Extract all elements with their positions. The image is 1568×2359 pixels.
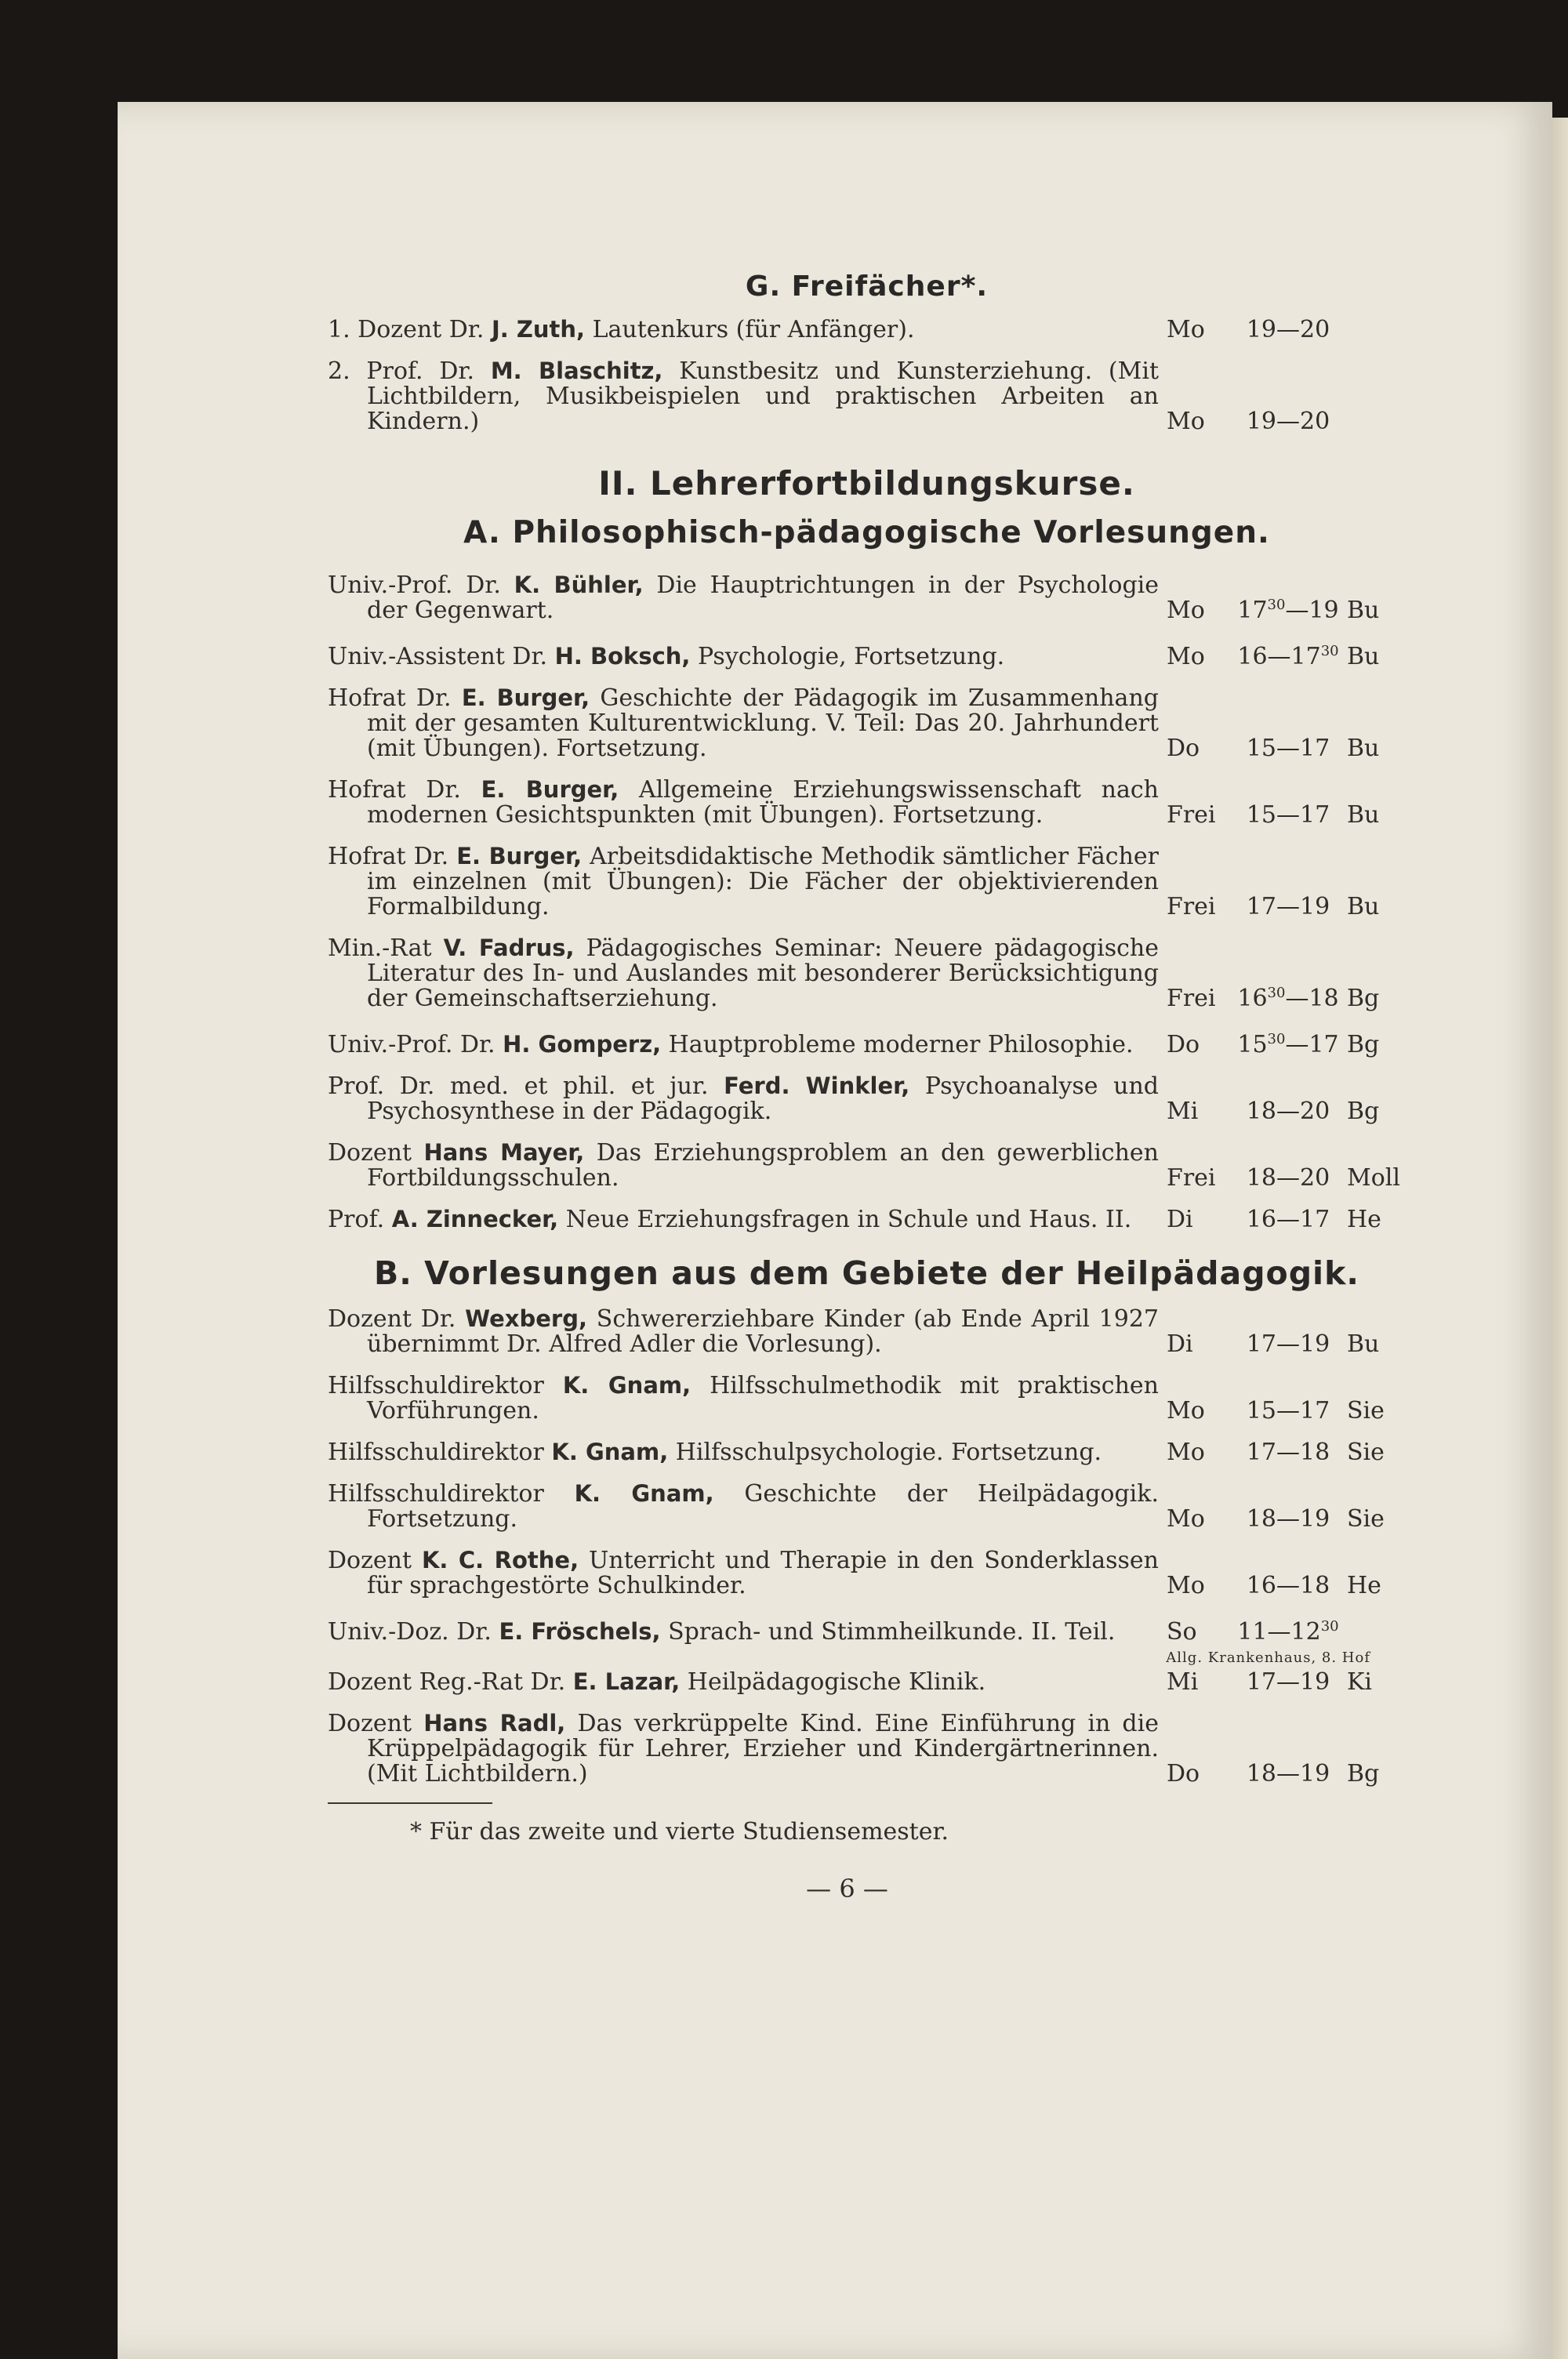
lecture-text-block bbox=[328, 572, 1159, 623]
lecture-room: Bg bbox=[1347, 1031, 1380, 1058]
lecture-room: He bbox=[1347, 1572, 1381, 1599]
lecture-description bbox=[328, 685, 1159, 761]
lecture-entry bbox=[328, 1614, 1406, 1645]
lecturer-title: Prof. Dr. bbox=[366, 357, 475, 385]
lecture-entry bbox=[328, 572, 1406, 623]
section-g-list bbox=[328, 317, 1406, 434]
lecturer-title: Dozent bbox=[328, 1710, 412, 1737]
lecture-time: 16—17 bbox=[1246, 1206, 1330, 1233]
lecture-text-block bbox=[328, 1373, 1159, 1424]
lecture-description bbox=[328, 1439, 1159, 1465]
lecture-text-block bbox=[328, 685, 1159, 761]
lecture-day: Do bbox=[1167, 735, 1200, 762]
lecture-text-block bbox=[328, 358, 1159, 434]
lecture-description bbox=[328, 1619, 1159, 1645]
lecture-time: 17—19 bbox=[1246, 893, 1330, 920]
footnote: * Für das zweite und vierte Studiensemester. bbox=[410, 1818, 949, 1845]
lecture-topic: Geschichte der Pädagogik im Zusammenhang mit der gesamten Kulturentwicklung. V. Teil: Das 20. Jahrhundert (mit Übungen). Fortsetzung. bbox=[367, 684, 1159, 762]
lecture-text-block bbox=[328, 1306, 1159, 1357]
section-b-list bbox=[328, 1306, 1406, 1787]
lecture-day: Frei bbox=[1167, 801, 1216, 829]
lecturer-title: Univ.-Assistent Dr. bbox=[328, 643, 548, 670]
lecturer-title: Dozent bbox=[328, 1547, 412, 1574]
lecture-description bbox=[328, 777, 1159, 828]
lecture-time: $11—12^{30}$ bbox=[1237, 1618, 1339, 1646]
lecture-description bbox=[328, 1481, 1159, 1532]
lecturer-name: H. Gomperz, bbox=[503, 1031, 662, 1058]
lecturer-name: E. Burger, bbox=[461, 684, 590, 711]
lecture-topic: Unterricht und Therapie in den Sonderklassen für sprachgestörte Schulkinder. bbox=[367, 1547, 1159, 1599]
lecturer-name: V. Fadrus, bbox=[443, 935, 575, 961]
lecturer-title: Prof. bbox=[328, 1206, 385, 1233]
lecture-time: 18—19 bbox=[1246, 1760, 1330, 1787]
lecture-topic: Geschichte der Heilpädagogik. Fortsetzung. bbox=[367, 1480, 1159, 1533]
lecture-entry bbox=[328, 1140, 1406, 1191]
lecture-time: 15—17 bbox=[1246, 1397, 1330, 1424]
lecture-description bbox=[328, 1073, 1159, 1124]
lecture-description bbox=[328, 1711, 1159, 1787]
lecture-text-block bbox=[328, 1032, 1159, 1058]
lecture-text-block bbox=[328, 1711, 1159, 1787]
lecture-topic: Das verkrüppelte Kind. Eine Einführung in die Krüppelpädagogik für Lehrer, Erzieher und Kindergärtnerinnen. (Mit Lichtbildern.) bbox=[367, 1710, 1159, 1787]
lecture-time: $15^{30}—17$ bbox=[1237, 1031, 1339, 1058]
lecture-description bbox=[328, 1306, 1159, 1357]
lecture-day: Mi bbox=[1167, 1098, 1199, 1125]
lecture-time: $16^{30}—18$ bbox=[1237, 985, 1339, 1012]
lecture-room: Bu bbox=[1347, 801, 1380, 829]
lecturer-name: J. Zuth, bbox=[491, 316, 586, 343]
lecture-time: 18—20 bbox=[1246, 1164, 1330, 1192]
lecture-text-block bbox=[328, 1669, 1159, 1695]
lecture-time: 17—19 bbox=[1246, 1330, 1330, 1358]
lecturer-title: Univ.-Doz. Dr. bbox=[328, 1618, 492, 1646]
lecturer-title: Dozent Reg.-Rat Dr. bbox=[328, 1668, 566, 1696]
lecturer-name: Hans Radl, bbox=[423, 1710, 566, 1737]
lecture-entry bbox=[328, 685, 1406, 761]
lecture-entry bbox=[328, 1027, 1406, 1058]
lecture-entry bbox=[328, 1669, 1406, 1695]
lecture-day: Mo bbox=[1167, 1572, 1205, 1599]
lecture-time: 19—20 bbox=[1246, 408, 1330, 435]
lecture-day: Mo bbox=[1167, 1505, 1205, 1533]
lecture-topic: Arbeitsdidaktische Methodik sämtlicher Fächer im einzelnen (mit Übungen): Die Fächer der objektivierenden Formalbildung. bbox=[367, 843, 1159, 920]
lecture-entry bbox=[328, 1439, 1406, 1465]
lecture-room: Sie bbox=[1347, 1439, 1385, 1466]
lecturer-title: Hilfsschuldirektor bbox=[328, 1439, 544, 1466]
lecturer-title: Hilfsschuldirektor bbox=[328, 1372, 544, 1399]
lecture-description bbox=[328, 644, 1159, 670]
lecture-day: Frei bbox=[1167, 893, 1216, 920]
lecture-topic: Neue Erziehungsfragen in Schule und Haus. II. bbox=[565, 1206, 1132, 1233]
entry-number: 1. bbox=[328, 316, 350, 343]
lecture-time: 15—17 bbox=[1246, 801, 1330, 829]
lecture-text-block bbox=[328, 1619, 1159, 1645]
lecturer-name: K. Gnam, bbox=[574, 1480, 714, 1507]
lecture-room: Bg bbox=[1347, 1760, 1380, 1787]
section-a-title: A. Philosophisch-pädagogische Vorlesungen. bbox=[463, 515, 1270, 550]
lecture-topic: Psychoanalyse und Psychosynthese in der Pädagogik. bbox=[367, 1072, 1159, 1125]
lecture-day: Di bbox=[1167, 1330, 1193, 1358]
lecture-text-block bbox=[328, 1073, 1159, 1124]
lecture-day: So bbox=[1167, 1618, 1197, 1646]
lecture-topic: Hauptprobleme moderner Philosophie. bbox=[668, 1031, 1134, 1058]
location-note: Allg. Krankenhaus, 8. Hof bbox=[1166, 1649, 1370, 1666]
page-content bbox=[328, 270, 1406, 1904]
entry-number: 2. bbox=[328, 357, 350, 385]
lecture-topic: Das Erziehungsproblem an den gewerblichen Fortbildungsschulen. bbox=[367, 1139, 1159, 1192]
lecture-text-block bbox=[328, 1481, 1159, 1532]
lecture-entry bbox=[328, 1481, 1406, 1532]
lecture-description bbox=[328, 572, 1159, 623]
lecture-room: Bu bbox=[1347, 1330, 1380, 1358]
section-ii-title: II. Lehrerfortbildungskurse. bbox=[598, 464, 1135, 503]
lecture-description bbox=[328, 317, 1159, 343]
lecture-description bbox=[328, 358, 1159, 434]
lecture-day: Mo bbox=[1167, 1439, 1205, 1466]
lecture-text-block bbox=[328, 844, 1159, 920]
lecture-time: $16—17^{30}$ bbox=[1237, 643, 1339, 670]
lecturer-title: Min.-Rat bbox=[328, 935, 432, 962]
lecture-description bbox=[328, 935, 1159, 1011]
lecture-text-block bbox=[328, 935, 1159, 1011]
lecture-description bbox=[328, 844, 1159, 920]
lecturer-name: K. Bühler, bbox=[514, 572, 644, 598]
lecture-day: Frei bbox=[1167, 985, 1216, 1012]
lecturer-title: Dozent bbox=[328, 1139, 412, 1167]
lecture-time: 19—20 bbox=[1246, 316, 1330, 343]
section-g-title: G. Freifächer*. bbox=[745, 270, 989, 303]
section-a-list bbox=[328, 572, 1406, 1232]
lecture-topic: Hilfsschulmethodik mit praktischen Vorführungen. bbox=[367, 1372, 1159, 1424]
lecturer-name: K. C. Rothe, bbox=[421, 1547, 579, 1573]
lecturer-title: Univ.-Prof. Dr. bbox=[328, 572, 501, 599]
lecturer-title: Hofrat Dr. bbox=[328, 843, 449, 870]
lecturer-name: Ferd. Winkler, bbox=[724, 1072, 910, 1099]
lecturer-name: K. Gnam, bbox=[562, 1372, 691, 1399]
lecturer-name: A. Zinnecker, bbox=[391, 1206, 559, 1232]
lecture-text-block bbox=[328, 1439, 1159, 1465]
lecturer-name: E. Burger, bbox=[481, 776, 619, 803]
section-b-title: B. Vorlesungen aus dem Gebiete der Heilpädagogik. bbox=[374, 1254, 1359, 1292]
lecture-topic: Heilpädagogische Klinik. bbox=[687, 1668, 986, 1696]
lecturer-name: K. Gnam, bbox=[551, 1439, 669, 1465]
lecturer-name: H. Boksch, bbox=[554, 643, 691, 670]
lecture-time: 17—19 bbox=[1246, 1668, 1330, 1696]
lecturer-title: Univ.-Prof. Dr. bbox=[328, 1031, 495, 1058]
lecture-entry bbox=[328, 1073, 1406, 1124]
lecture-day: Mo bbox=[1167, 316, 1205, 343]
lecture-entry bbox=[328, 1207, 1406, 1232]
lecture-day: Frei bbox=[1167, 1164, 1216, 1192]
lecture-room: He bbox=[1347, 1206, 1381, 1233]
lecture-time: 17—18 bbox=[1246, 1439, 1330, 1466]
lecture-room: Ki bbox=[1347, 1668, 1373, 1696]
lecture-entry bbox=[328, 844, 1406, 920]
lecture-day: Mi bbox=[1167, 1668, 1199, 1696]
lecture-topic: Schwererziehbare Kinder (ab Ende April 1927 übernimmt Dr. Alfred Adler die Vorlesung). bbox=[367, 1305, 1159, 1358]
lecturer-name: E. Lazar, bbox=[572, 1668, 681, 1695]
lecture-topic: Hilfsschulpsychologie. Fortsetzung. bbox=[675, 1439, 1102, 1466]
lecture-topic: Allgemeine Erziehungswissenschaft nach modernen Gesichtspunkten (mit Übungen). Fortsetzung. bbox=[367, 776, 1159, 829]
footnote-rule bbox=[328, 1802, 492, 1804]
lecture-time: 18—19 bbox=[1246, 1505, 1330, 1533]
lecturer-title: Dozent Dr. bbox=[328, 1305, 456, 1333]
lecturer-name: E. Fröschels, bbox=[499, 1618, 661, 1645]
lecture-text-block bbox=[328, 644, 1159, 670]
lecture-time: 15—17 bbox=[1246, 735, 1330, 762]
lecture-text-block bbox=[328, 1207, 1159, 1232]
lecture-text-block bbox=[328, 1140, 1159, 1191]
lecture-description bbox=[328, 1548, 1159, 1599]
lecturer-title: Dozent Dr. bbox=[358, 316, 485, 343]
lecture-room: Bu bbox=[1347, 735, 1380, 762]
lecture-room: Moll bbox=[1347, 1164, 1400, 1192]
lecture-text-block bbox=[328, 317, 1159, 343]
lecture-time: $17^{30}—19$ bbox=[1237, 597, 1339, 624]
lecture-room: Sie bbox=[1347, 1505, 1385, 1533]
lecture-topic: Kunstbesitz und Kunsterziehung. (Mit Lichtbildern, Musikbeispielen und praktischen Arbeiten an Kindern.) bbox=[367, 357, 1159, 435]
lecture-entry bbox=[328, 935, 1406, 1011]
lecture-time: 18—20 bbox=[1246, 1098, 1330, 1125]
lecturer-name: Wexberg, bbox=[465, 1305, 588, 1332]
lecture-day: Di bbox=[1167, 1206, 1193, 1233]
lecture-entry bbox=[328, 1373, 1406, 1424]
lecture-description bbox=[328, 1669, 1159, 1695]
lecture-day: Do bbox=[1167, 1031, 1200, 1058]
lecture-description bbox=[328, 1032, 1159, 1058]
page-number: — 6 — bbox=[806, 1874, 888, 1904]
lecturer-name: M. Blaschitz, bbox=[490, 357, 663, 384]
lecturer-title: Hofrat Dr. bbox=[328, 684, 452, 712]
lecture-entry bbox=[328, 317, 1406, 343]
lecture-topic: Psychologie, Fortsetzung. bbox=[697, 643, 1005, 670]
lecture-description bbox=[328, 1373, 1159, 1424]
lecture-room: Sie bbox=[1347, 1397, 1385, 1424]
lecture-entry bbox=[328, 1306, 1406, 1357]
lecture-room: Bu bbox=[1347, 597, 1380, 624]
lecturer-name: Hans Mayer, bbox=[423, 1139, 585, 1166]
lecture-room: Bg bbox=[1347, 985, 1380, 1012]
lecture-description bbox=[328, 1140, 1159, 1191]
lecture-topic: Lautenkurs (für Anfänger). bbox=[592, 316, 915, 343]
lecture-time: 16—18 bbox=[1246, 1572, 1330, 1599]
lecture-text-block bbox=[328, 777, 1159, 828]
lecture-day: Do bbox=[1167, 1760, 1200, 1787]
lecturer-title: Hilfsschuldirektor bbox=[328, 1480, 544, 1508]
lecture-topic: Die Hauptrichtungen in der Psychologie der Gegenwart. bbox=[367, 572, 1160, 624]
lecture-entry bbox=[328, 358, 1406, 434]
lecture-description bbox=[328, 1207, 1159, 1232]
lecture-day: Mo bbox=[1167, 408, 1205, 435]
lecture-entry bbox=[328, 1711, 1406, 1787]
lecture-entry bbox=[328, 777, 1406, 828]
lecture-entry bbox=[328, 639, 1406, 670]
lecture-day: Mo bbox=[1167, 643, 1205, 670]
lecturer-name: E. Burger, bbox=[456, 843, 583, 869]
lecture-room: Bu bbox=[1347, 893, 1380, 920]
lecture-room: Bg bbox=[1347, 1098, 1380, 1125]
lecture-day: Mo bbox=[1167, 597, 1205, 624]
lecturer-title: Hofrat Dr. bbox=[328, 776, 461, 804]
lecture-topic: Sprach- und Stimmheilkunde. II. Teil. bbox=[668, 1618, 1116, 1646]
lecture-room: Bu bbox=[1347, 643, 1380, 670]
lecturer-title: Prof. Dr. med. et phil. et jur. bbox=[328, 1072, 709, 1100]
lecture-text-block bbox=[328, 1548, 1159, 1599]
lecture-day: Mo bbox=[1167, 1397, 1205, 1424]
lecture-topic: Pädagogisches Seminar: Neuere pädagogische Literatur des In- und Auslandes mit besonderer Berücksichtigung der Gemeinschaftserziehung. bbox=[367, 935, 1159, 1012]
lecture-entry bbox=[328, 1548, 1406, 1599]
